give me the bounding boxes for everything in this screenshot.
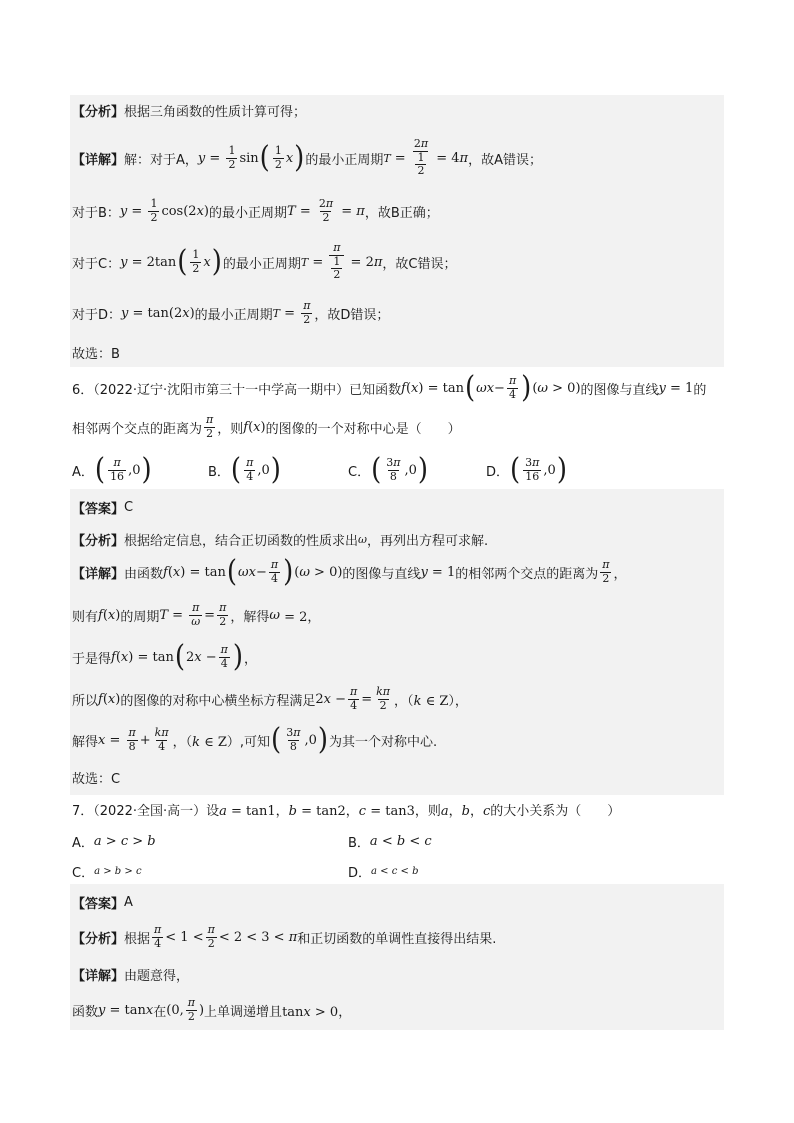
detail-text: 的最小正周期	[305, 152, 384, 168]
answer-value: A	[124, 895, 133, 910]
math: ，（k ∈ Z），	[394, 693, 468, 709]
detail-text: 由函数	[124, 566, 164, 582]
math: = 1	[665, 380, 694, 396]
math: ，（k ∈ Z）	[172, 734, 240, 750]
math: =	[308, 254, 328, 270]
math: y	[119, 203, 128, 219]
math: y = tanx	[98, 1002, 154, 1018]
analysis-text: ，再列出方程可求解.	[367, 534, 489, 549]
math-frac: $\frac{k\pi}{2}$	[376, 684, 391, 712]
math: )	[417, 452, 429, 488]
q6-detail-4	[72, 682, 468, 716]
math: (ω > 0)	[532, 380, 581, 396]
math: (x) = tan	[115, 649, 174, 665]
math-frac: $\frac{k\pi}{4}$	[154, 725, 169, 753]
detail-text: 解得	[72, 734, 99, 750]
math: −	[255, 564, 267, 580]
punct: ，	[244, 651, 258, 667]
detail-tag: 【详解】	[72, 152, 125, 168]
analysis-tag: 【分析】	[72, 931, 125, 947]
math-frac: $\frac{3\pi}{8}$	[386, 455, 401, 483]
math: a，b，c	[440, 804, 491, 819]
q6-answer	[72, 498, 133, 517]
option-label: A．	[72, 836, 94, 851]
detail-tag: 【详解】	[72, 969, 125, 984]
math-frac: $\frac{2\pi}{2}$	[318, 196, 334, 224]
choose-text: 故选：B	[72, 347, 120, 362]
math: 2x −	[315, 691, 346, 707]
math: =	[105, 732, 125, 748]
math: =	[168, 607, 188, 623]
detail-text: 则有	[72, 609, 99, 625]
math: = 2，	[279, 609, 321, 625]
math: )	[556, 452, 567, 488]
math-frac: $\frac{1}{2}$	[150, 196, 158, 224]
math: = 2π	[346, 254, 383, 270]
math: f	[243, 419, 249, 435]
math: +	[139, 732, 151, 748]
q6-stem-line2	[72, 410, 461, 444]
math-frac: $\frac{\pi}{4}$	[508, 373, 517, 401]
detail-text: ，故D错误；	[314, 307, 390, 323]
q7-analysis	[72, 920, 496, 954]
math-frac: $\frac{1}{2}$	[228, 143, 236, 171]
math: = 2tan	[127, 254, 177, 270]
prev-detail-c	[72, 236, 456, 288]
q6-detail-3	[72, 640, 257, 674]
option-label: B．	[208, 464, 230, 480]
math: (0,	[166, 1002, 184, 1018]
math-frac: $\frac{\pi}{\frac{1}{2}}$	[329, 242, 344, 282]
math: = tan(2x)	[128, 305, 195, 321]
math-frac: $\frac{\pi}{2}$	[207, 922, 215, 950]
analysis-text: 和正切函数的单调性直接得出结果.	[297, 931, 497, 947]
math: ωx	[238, 564, 256, 580]
math: =	[127, 203, 147, 219]
q6-option-b[interactable]	[208, 452, 282, 488]
math: 2x −	[185, 649, 217, 665]
math: )	[270, 452, 281, 488]
math: ωx	[476, 380, 495, 396]
analysis-text: 根据	[124, 931, 151, 947]
detail-text: 所以	[72, 693, 99, 709]
math: (x)	[102, 607, 121, 623]
choose-text: 故选：C	[72, 772, 121, 787]
math: ω	[269, 607, 280, 623]
question-stem: 的图像与直线	[580, 382, 659, 398]
math: f	[401, 380, 406, 396]
math: (	[230, 452, 242, 488]
math-frac: $\frac{\pi}{4}$	[154, 922, 162, 950]
math: −	[494, 380, 505, 396]
math: )	[294, 140, 305, 176]
detail-text: 的最小正周期	[222, 256, 301, 272]
math: =	[390, 150, 410, 166]
detail-text: 的图像的对称中心横坐标方程满足	[120, 693, 316, 709]
math: a < b < c	[369, 834, 432, 849]
question-stem: 7．（2022·全国·高一）设	[72, 804, 220, 819]
math: )	[141, 452, 152, 488]
option-label: B．	[348, 836, 370, 851]
q6-option-a[interactable]	[72, 452, 153, 488]
math-frac: $\frac{2\pi}{\frac{1}{2}}$	[413, 137, 429, 178]
math: (ω > 0)	[294, 564, 343, 580]
question-stem: ，则	[414, 804, 441, 819]
math: T	[287, 203, 296, 219]
math: =	[295, 203, 315, 219]
math: = 1	[427, 564, 456, 580]
math: < 2 < 3 < π	[218, 929, 298, 945]
math: )	[283, 554, 294, 590]
detail-text: 的图像与直线	[342, 566, 421, 582]
analysis-text: 根据三角函数的性质计算可得；	[124, 105, 307, 120]
math: ,0	[304, 732, 317, 748]
math: T	[272, 306, 281, 320]
math: a > b > c	[94, 866, 142, 877]
math: (x)	[102, 691, 121, 707]
math-frac: $\frac{\pi}{2}$	[206, 412, 214, 440]
math: x	[203, 254, 211, 270]
math: x	[98, 732, 106, 748]
q7-option-b[interactable]	[348, 832, 432, 851]
prev-choose	[72, 343, 120, 362]
math: ,0	[543, 462, 556, 478]
math: f	[163, 564, 168, 580]
math: =	[205, 150, 225, 166]
math: (	[259, 140, 270, 176]
detail-tag: 【详解】	[72, 566, 125, 582]
detail-text: 的最小正周期	[209, 205, 288, 221]
detail-text: 函数	[72, 1004, 99, 1020]
math-frac: $\frac{\pi}{8}$	[128, 725, 136, 753]
q7-stem	[72, 800, 620, 819]
detail-text: ，解得	[230, 609, 270, 625]
detail-text: 对于C：	[72, 256, 121, 272]
option-label: A．	[72, 464, 94, 480]
detail-text: ，故C错误；	[382, 256, 457, 272]
math: = 4π	[432, 150, 469, 166]
math: a > c > b	[93, 834, 156, 849]
math: a = tan1，b = tan2，c = tan3	[219, 804, 415, 819]
math: )	[198, 1002, 205, 1018]
math-frac: $\frac{\pi}{4}$	[270, 557, 279, 585]
math: f	[111, 649, 116, 665]
math: (	[371, 452, 382, 488]
math: y	[197, 150, 206, 166]
option-label: D．	[486, 464, 510, 480]
prev-analysis	[72, 101, 306, 120]
question-stem: 的	[693, 382, 707, 398]
q6-detail-2	[72, 598, 320, 632]
math: )	[521, 370, 532, 406]
q6-detail-5	[72, 722, 437, 758]
q6-stem-line1	[72, 370, 706, 406]
math: y	[420, 564, 428, 580]
detail-text: ，故A错误；	[468, 152, 542, 168]
math: =	[361, 691, 373, 707]
math: =	[280, 305, 300, 321]
math: x	[285, 150, 294, 166]
math: )	[317, 722, 328, 758]
math: tanx > 0，	[282, 1004, 352, 1020]
math: y	[121, 305, 129, 321]
detail-text: 的最小正周期	[194, 307, 273, 323]
q6-detail-1	[72, 554, 627, 590]
q7-answer	[72, 893, 133, 912]
q7-option-c[interactable]	[72, 862, 142, 881]
prev-detail-a	[72, 134, 542, 182]
math: (x) = tan	[167, 564, 226, 580]
punct: ，	[613, 566, 627, 582]
option-label: D．	[348, 866, 372, 881]
math: (	[464, 370, 476, 406]
math: T	[383, 151, 391, 165]
q7-detail-last	[72, 994, 351, 1026]
prev-detail-b	[72, 194, 439, 228]
detail-text: 对于B：	[72, 205, 120, 221]
q6-analysis	[72, 530, 488, 549]
math-frac: $\frac{1}{2}$	[192, 247, 200, 275]
detail-text: 的相邻两个交点的距离为	[455, 566, 599, 582]
math: (x)	[248, 419, 266, 435]
q6-option-d[interactable]	[486, 452, 568, 488]
math-frac: $\frac{\pi}{4}$	[220, 642, 228, 670]
question-stem: 的图像的一个对称中心是（ ）	[265, 421, 461, 437]
detail-text: 对于D：	[72, 307, 122, 323]
q6-choose	[72, 768, 120, 787]
detail-text: 的周期	[120, 609, 160, 625]
math: ω	[358, 533, 368, 546]
question-stem: 相邻两个交点的距离为	[72, 421, 203, 437]
math: y	[120, 254, 128, 270]
math: (	[226, 554, 237, 590]
math-frac: $\frac{1}{2}$	[274, 143, 282, 171]
math-frac: $\frac{\pi}{16}$	[110, 455, 125, 483]
analysis-tag: 【分析】	[72, 105, 125, 120]
math-frac: $\frac{\pi}{\omega}$	[191, 600, 201, 628]
math: (	[510, 452, 521, 488]
prev-detail-d	[72, 298, 389, 328]
option-label: C．	[348, 464, 371, 480]
answer-tag: 【答案】	[72, 897, 125, 912]
math-frac: $\frac{3\pi}{16}$	[525, 455, 540, 483]
detail-text: 在	[153, 1004, 167, 1020]
math-frac: $\frac{3\pi}{8}$	[286, 725, 301, 753]
math-frac: $\frac{\pi}{4}$	[246, 455, 254, 483]
answer-tag: 【答案】	[72, 502, 125, 517]
math: (	[177, 244, 188, 280]
math: f	[98, 607, 103, 623]
math: cos(2x)	[161, 203, 209, 219]
detail-text: ，故B正确；	[364, 205, 439, 221]
math: (	[174, 639, 185, 675]
detail-text: 解：对于A，	[124, 152, 198, 168]
question-stem: 6．（2022·辽宁·沈阳市第三十一中学高一期中）已知函数	[72, 382, 402, 398]
math-frac: $\frac{\pi}{2}$	[303, 298, 311, 326]
math: (x) = tan	[405, 380, 464, 396]
math: < 1 <	[165, 929, 204, 945]
math: y	[658, 380, 666, 396]
detail-text: ,可知	[239, 734, 271, 750]
detail-text: 于是得	[72, 651, 112, 667]
math-frac: $\frac{\pi}{2}$	[602, 557, 610, 585]
detail-text: 由题意得，	[124, 969, 190, 984]
detail-text: 为其一个对称中心.	[329, 734, 438, 750]
math-frac: $\frac{\pi}{4}$	[350, 684, 358, 712]
answer-value: C	[124, 500, 134, 515]
analysis-text: 根据给定信息，结合正切函数的性质求出	[124, 534, 359, 549]
option-label: C．	[72, 866, 95, 881]
question-stem: 的大小关系为（ ）	[490, 804, 621, 819]
math: ,0	[128, 462, 141, 478]
math: (	[271, 722, 282, 758]
math: f	[98, 691, 103, 707]
math: ,0	[257, 462, 270, 478]
math: =	[204, 607, 216, 623]
q7-detail	[72, 965, 189, 984]
question-stem: ，则	[217, 421, 244, 437]
detail-text: 上单调递增且	[204, 1004, 283, 1020]
math: sin	[239, 150, 259, 166]
math: T	[300, 255, 309, 269]
q6-option-c[interactable]	[348, 452, 429, 488]
math-frac: $\frac{\pi}{2}$	[219, 600, 227, 628]
math: (	[94, 452, 106, 488]
math: )	[211, 244, 222, 280]
math: ,0	[404, 462, 417, 478]
math: )	[232, 639, 244, 675]
math: T	[159, 607, 169, 623]
math-frac: $\frac{\pi}{2}$	[187, 995, 195, 1023]
q7-option-a[interactable]	[72, 832, 156, 851]
q7-option-d[interactable]	[348, 862, 419, 881]
analysis-tag: 【分析】	[72, 534, 125, 549]
math: = π	[337, 203, 365, 219]
math: a < c < b	[371, 866, 419, 877]
